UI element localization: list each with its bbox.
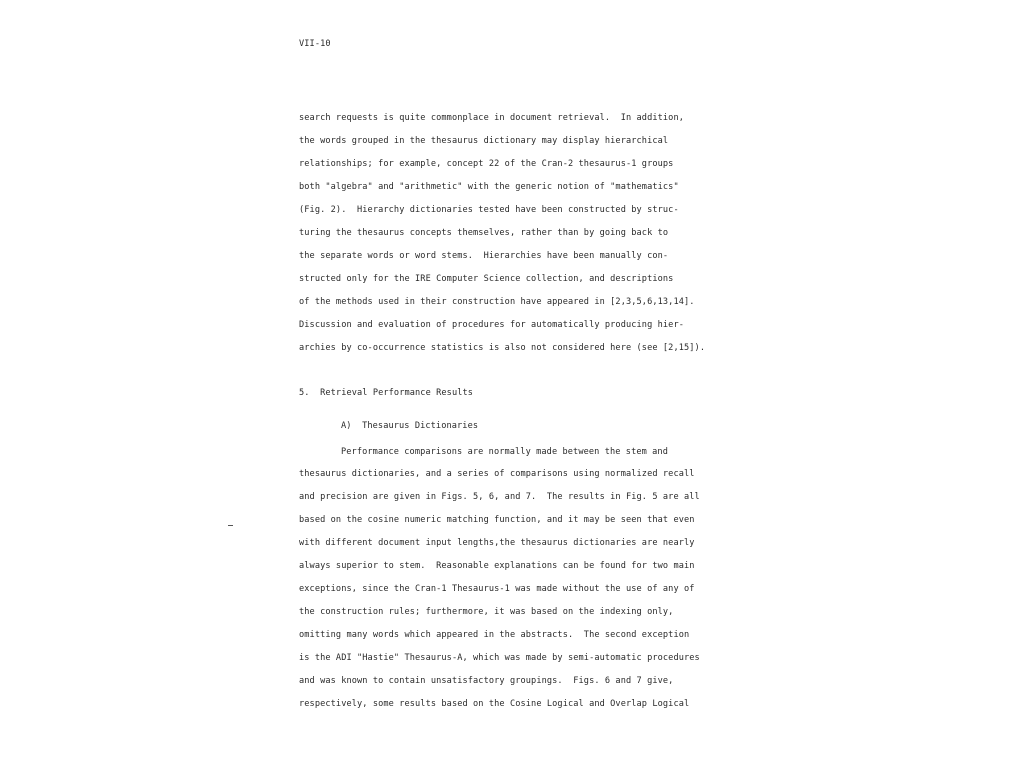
paragraph-line: the words grouped in the thesaurus dictionary may display hierarchical xyxy=(299,136,669,146)
paragraph-line: Performance comparisons are normally made between the stem and xyxy=(341,447,668,457)
paragraph-line: always superior to stem. Reasonable explanations can be found for two main xyxy=(299,561,695,571)
paragraph-line: and precision are given in Figs. 5, 6, and 7. The results in Fig. 5 are all xyxy=(299,492,700,502)
section-heading: 5. Retrieval Performance Results xyxy=(299,388,474,398)
paragraph-line: relationships; for example, concept 22 of the Cran-2 thesaurus-1 groups xyxy=(299,159,674,169)
paragraph-line: archies by co-occurrence statistics is also not considered here (see [2,15]). xyxy=(299,343,706,353)
paragraph-line: with different document input lengths,the thesaurus dictionaries are nearly xyxy=(299,538,695,548)
margin-tick-mark xyxy=(228,525,233,526)
paragraph-line: the separate words or word stems. Hierarchies have been manually con- xyxy=(299,251,669,261)
paragraph-line: of the methods used in their construction have appeared in [2,3,5,6,13,14]. xyxy=(299,297,695,307)
paragraph-line: is the ADI "Hastie" Thesaurus-A, which was made by semi-automatic procedures xyxy=(299,653,700,663)
paragraph-line: both "algebra" and "arithmetic" with the generic notion of "mathematics" xyxy=(299,182,679,192)
paragraph-line: turing the thesaurus concepts themselves, rather than by going back to xyxy=(299,228,669,238)
paragraph-line: exceptions, since the Cran-1 Thesaurus-1 was made without the use of any of xyxy=(299,584,695,594)
paragraph-line: Discussion and evaluation of procedures for automatically producing hier- xyxy=(299,320,684,330)
paragraph-line: (Fig. 2). Hierarchy dictionaries tested have been constructed by struc- xyxy=(299,205,679,215)
paragraph-line: omitting many words which appeared in the abstracts. The second exception xyxy=(299,630,690,640)
page-number-header: VII-10 xyxy=(299,39,331,49)
paragraph-line: respectively, some results based on the Cosine Logical and Overlap Logical xyxy=(299,699,690,709)
paragraph-line: based on the cosine numeric matching function, and it may be seen that even xyxy=(299,515,695,525)
paragraph-line: structed only for the IRE Computer Science collection, and descriptions xyxy=(299,274,674,284)
paragraph-line: the construction rules; furthermore, it was based on the indexing only, xyxy=(299,607,674,617)
subsection-heading: A) Thesaurus Dictionaries xyxy=(341,421,479,431)
paragraph-line: thesaurus dictionaries, and a series of comparisons using normalized recall xyxy=(299,469,695,479)
paragraph-line: and was known to contain unsatisfactory groupings. Figs. 6 and 7 give, xyxy=(299,676,674,686)
paragraph-line: search requests is quite commonplace in document retrieval. In addition, xyxy=(299,113,684,123)
